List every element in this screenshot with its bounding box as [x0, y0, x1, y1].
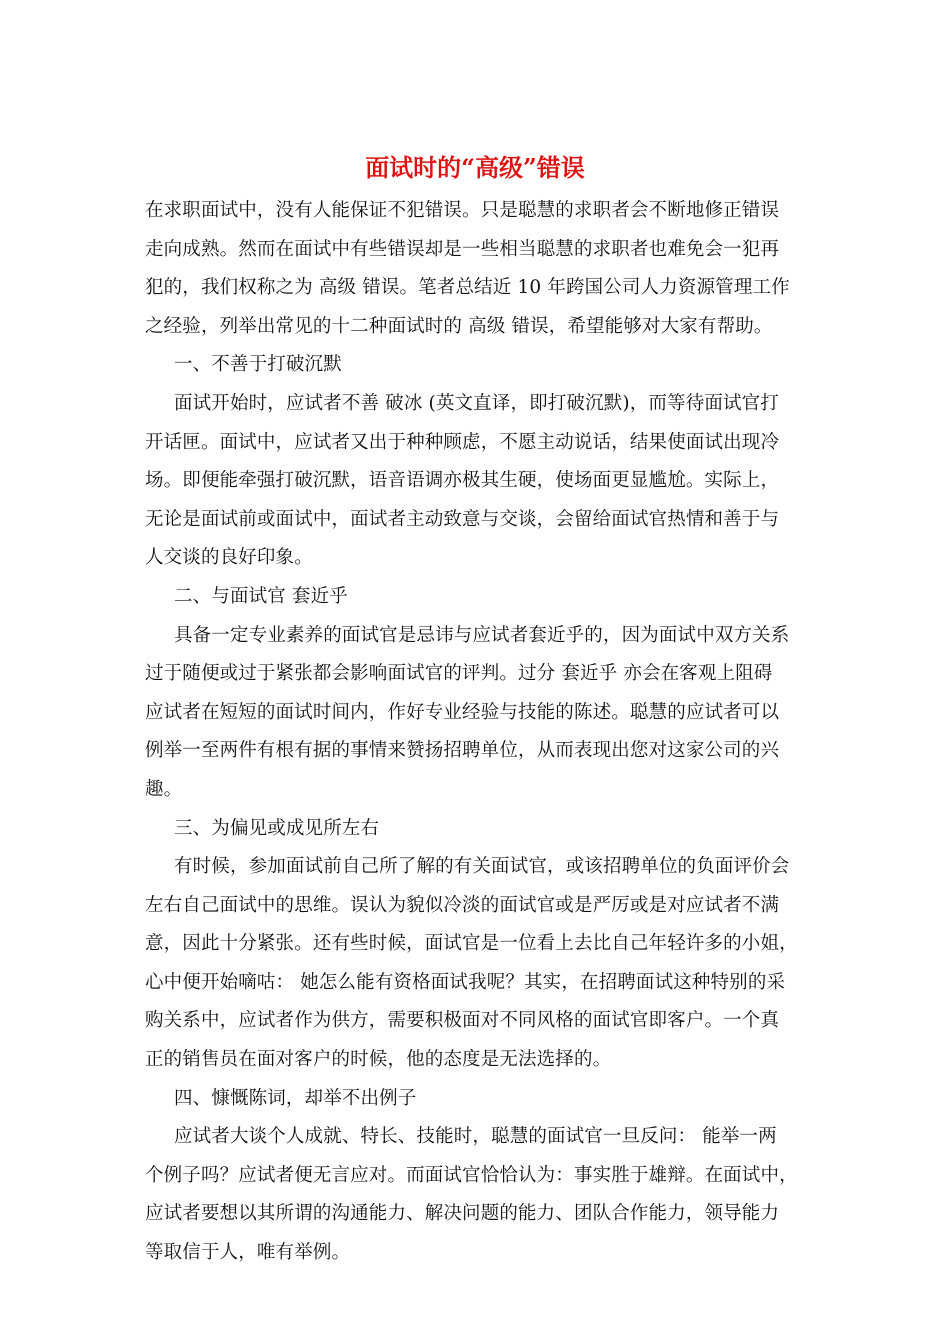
body-line: 人交谈的良好印象。 — [145, 547, 313, 569]
body-line: 场。即便能牵强打破沉默，语音语调亦极其生硬，使场面更显尴尬。实际上， — [145, 470, 780, 492]
section-heading-3: 三、为偏见或成见所左右 — [174, 817, 380, 839]
body-line: 走向成熟。然而在面试中有些错误却是一些相当聪慧的求职者也难免会一犯再 — [145, 238, 780, 260]
body-line: 意，因此十分紧张。还有些时候，面试官是一位看上去比自己年轻许多的小姐， — [145, 933, 798, 955]
body-line: 无论是面试前或面试中，面试者主动致意与交谈，会留给面试官热情和善于与 — [145, 508, 780, 530]
body-line: 左右自己面试中的思维。误认为貌似冷淡的面试官或是严厉或是对应试者不满 — [145, 894, 780, 916]
body-line: 应试者在短短的面试时间内，作好专业经验与技能的陈述。聪慧的应试者可以 — [145, 701, 780, 723]
document-body — [145, 192, 805, 1273]
body-line: 开话匣。面试中，应试者又出于种种顾虑，不愿主动说话，结果使面试出现冷 — [145, 431, 780, 453]
body-line: 个例子吗？应试者便无言应对。而面试官恰恰认为：事实胜于雄辩。在面试中， — [145, 1164, 798, 1186]
section-heading-4: 四、慷慨陈词，却举不出例子 — [174, 1087, 417, 1109]
body-line: 之经验，列举出常见的十二种面试时的 高级 错误，希望能够对大家有帮助。 — [145, 315, 773, 337]
body-line: 应试者要想以其所谓的沟通能力、解决问题的能力、团队合作能力，领导能力 — [145, 1203, 780, 1225]
document-title: 面试时的“高级”错误 — [365, 153, 585, 182]
body-line: 趣。 — [145, 778, 183, 800]
body-line: 在求职面试中，没有人能保证不犯错误。只是聪慧的求职者会不断地修正错误 — [145, 200, 780, 221]
body-line: 犯的，我们权称之为 高级 错误。笔者总结近 10 年跨国公司人力资源管理工作 — [145, 277, 790, 299]
body-line: 应试者大谈个人成就、特长、技能时，聪慧的面试官一旦反问： 能举一两 — [174, 1126, 777, 1148]
body-line: 等取信于人，唯有举例。 — [145, 1242, 351, 1264]
body-line: 有时候，参加面试前自己所了解的有关面试官，或该招聘单位的负面评价会 — [174, 856, 790, 878]
body-line: 例举一至两件有根有据的事情来赞扬招聘单位，从而表现出您对这家公司的兴 — [145, 740, 780, 762]
body-line: 心中便开始嘀咕： 她怎么能有资格面试我呢？其实，在招聘面试这种特别的采 — [145, 971, 786, 993]
body-line: 面试开始时，应试者不善 破冰 (英文直译，即打破沉默)，而等待面试官打 — [174, 392, 779, 414]
body-line: 具备一定专业素养的面试官是忌讳与应试者套近乎的，因为面试中双方关系 — [174, 624, 790, 646]
body-line: 过于随便或过于紧张都会影响面试官的评判。过分 套近乎 亦会在客观上阻碍 — [145, 663, 773, 685]
body-line: 购关系中，应试者作为供方，需要积极面对不同风格的面试官即客户。一个真 — [145, 1010, 780, 1032]
body-line: 正的销售员在面对客户的时候，他的态度是无法选择的。 — [145, 1049, 612, 1071]
section-heading-2: 二、与面试官 套近乎 — [174, 585, 348, 607]
section-heading-1: 一、不善于打破沉默 — [174, 354, 342, 376]
